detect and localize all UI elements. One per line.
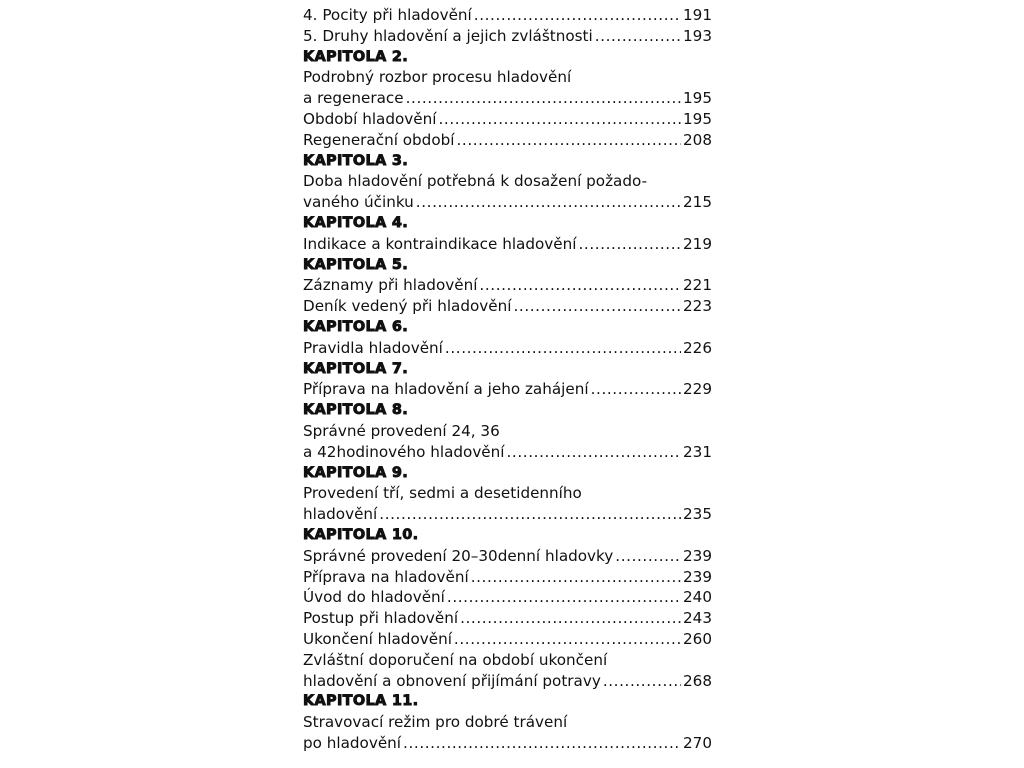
toc-page-number: 195 bbox=[683, 89, 712, 108]
toc-entry-title: 5. Druhy hladovění a jejich zvláštnosti bbox=[303, 26, 593, 45]
chapter-heading: KAPITOLA 3. bbox=[303, 152, 409, 169]
toc-page-number: 191 bbox=[683, 6, 712, 24]
chapter-heading: KAPITOLA 10. bbox=[303, 526, 419, 543]
toc-text-line bbox=[303, 171, 712, 192]
toc-entry bbox=[303, 379, 712, 400]
toc-page-number: 231 bbox=[683, 442, 712, 461]
toc-text-line bbox=[303, 421, 712, 442]
dot-leader bbox=[603, 671, 681, 692]
toc-entry-title: Pravidla hladovění bbox=[303, 338, 443, 357]
toc-entry-title: Správné provedení 20–30denní hladovky bbox=[303, 546, 614, 565]
toc-page-number: 270 bbox=[683, 733, 712, 752]
toc-page-number: 219 bbox=[683, 234, 712, 253]
toc-entry-title: Postup při hladovění bbox=[303, 609, 459, 628]
toc-text-line bbox=[303, 650, 712, 671]
toc-text-line bbox=[303, 483, 712, 504]
toc-entry bbox=[303, 587, 712, 608]
toc-page-number: 235 bbox=[683, 505, 712, 524]
dot-leader bbox=[474, 5, 681, 26]
dot-leader bbox=[471, 567, 681, 588]
toc-entry-title: hladovění bbox=[303, 505, 378, 524]
toc-page-number: 260 bbox=[683, 629, 712, 648]
toc-entry bbox=[303, 192, 712, 213]
dot-leader bbox=[447, 587, 681, 608]
dot-leader bbox=[513, 296, 681, 317]
toc-page-number: 243 bbox=[683, 609, 712, 628]
chapter-heading: KAPITOLA 6. bbox=[303, 318, 409, 335]
toc-page-number: 226 bbox=[683, 338, 712, 357]
chapter-heading: KAPITOLA 2. bbox=[303, 48, 409, 65]
dot-leader bbox=[456, 130, 681, 151]
toc-entry bbox=[303, 733, 712, 754]
toc-entry bbox=[303, 26, 712, 47]
toc-entry-title: Správné provedení 24, 36 bbox=[303, 421, 500, 440]
toc-page-number: 240 bbox=[683, 588, 712, 607]
toc-entry-title: Deník vedený při hladovění bbox=[303, 297, 512, 316]
toc-entry-title: po hladovění bbox=[303, 733, 402, 752]
toc-entry-title: hladovění a obnovení přijímání potravy bbox=[303, 671, 601, 690]
toc-page-number: 193 bbox=[683, 26, 712, 45]
toc-page-number: 195 bbox=[683, 109, 712, 128]
toc-entry-title: 4. Pocity při hladovění bbox=[303, 6, 472, 24]
toc-entry bbox=[303, 608, 712, 629]
toc-entry-title: vaného účinku bbox=[303, 193, 414, 212]
toc-entry-title: Podrobný rozbor procesu hladovění bbox=[303, 68, 572, 87]
toc-entry-title: Provedení tří, sedmi a desetidenního bbox=[303, 484, 582, 503]
toc-entry bbox=[303, 109, 712, 130]
dot-leader bbox=[595, 26, 681, 47]
toc-page-number: 215 bbox=[683, 193, 712, 212]
toc-entry bbox=[303, 546, 712, 567]
toc-entry-title: Příprava na hladovění a jeho zahájení bbox=[303, 380, 589, 399]
dot-leader bbox=[507, 442, 682, 463]
toc-entry bbox=[303, 130, 712, 151]
dot-leader bbox=[403, 733, 681, 754]
chapter-heading: KAPITOLA 8. bbox=[303, 402, 409, 419]
chapter-heading: KAPITOLA 7. bbox=[303, 360, 409, 377]
dot-leader bbox=[454, 629, 681, 650]
toc-entry-title: Stravovací režim pro dobré trávení bbox=[303, 713, 568, 732]
toc-page-number: 221 bbox=[683, 276, 712, 295]
toc-entry bbox=[303, 234, 712, 255]
toc-entry-title: Indikace a kontraindikace hladovění bbox=[303, 234, 577, 253]
toc-text-line bbox=[303, 67, 712, 88]
toc-page-number: 208 bbox=[683, 130, 712, 149]
toc-entry-title: Období hladovění bbox=[303, 109, 437, 128]
toc-entry-title: Regenerační období bbox=[303, 130, 455, 149]
toc-entry bbox=[303, 504, 712, 525]
chapter-heading: KAPITOLA 5. bbox=[303, 256, 409, 273]
toc-entry-title: Zvláštní doporučení na období ukončení bbox=[303, 650, 608, 669]
toc-entry bbox=[303, 5, 712, 26]
dot-leader bbox=[479, 275, 681, 296]
toc-page-number: 223 bbox=[683, 297, 712, 316]
toc-entry bbox=[303, 629, 712, 650]
dot-leader bbox=[445, 338, 681, 359]
toc-entry bbox=[303, 88, 712, 109]
toc-entry bbox=[303, 442, 712, 463]
toc-entry-title: Příprava na hladovění bbox=[303, 567, 469, 586]
dot-leader bbox=[591, 379, 681, 400]
chapter-heading: KAPITOLA 11. bbox=[303, 693, 419, 710]
dot-leader bbox=[578, 234, 681, 255]
toc-entry bbox=[303, 671, 712, 692]
toc-page-number: 239 bbox=[683, 546, 712, 565]
toc-page-number: 229 bbox=[683, 380, 712, 399]
toc-entry-title: Úvod do hladovění bbox=[303, 588, 445, 607]
toc-entry-title: Doba hladovění potřebná k dosažení požado- bbox=[303, 172, 648, 191]
toc-entry bbox=[303, 567, 712, 588]
dot-leader bbox=[406, 88, 681, 109]
dot-leader bbox=[460, 608, 681, 629]
dot-leader bbox=[379, 504, 681, 525]
toc-entry bbox=[303, 296, 712, 317]
toc-entry-title: a 42hodinového hladovění bbox=[303, 442, 505, 461]
dot-leader bbox=[438, 109, 681, 130]
dot-leader bbox=[615, 546, 681, 567]
toc-entry-title: Záznamy při hladovění bbox=[303, 276, 478, 295]
toc-entry-title: Ukončení hladovění bbox=[303, 629, 452, 648]
toc-page-number: 239 bbox=[683, 567, 712, 586]
chapter-heading: KAPITOLA 9. bbox=[303, 464, 409, 481]
table-of-contents bbox=[303, 5, 712, 754]
toc-entry bbox=[303, 275, 712, 296]
chapter-heading: KAPITOLA 4. bbox=[303, 214, 409, 231]
toc-entry bbox=[303, 338, 712, 359]
toc-page-number: 268 bbox=[683, 671, 712, 690]
toc-text-line bbox=[303, 712, 712, 733]
toc-entry-title: a regenerace bbox=[303, 89, 404, 108]
dot-leader bbox=[416, 192, 681, 213]
